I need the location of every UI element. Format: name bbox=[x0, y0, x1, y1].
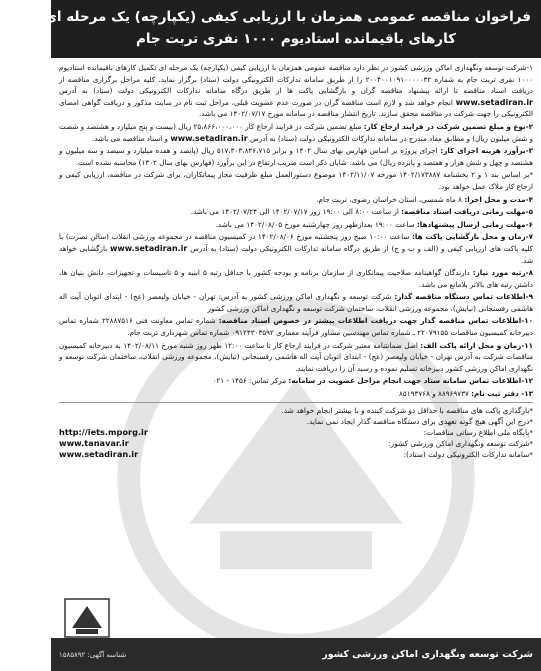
note-link[interactable]: www.tanavar.ir bbox=[59, 438, 129, 449]
paragraph-link[interactable]: www.setadiran.ir bbox=[170, 133, 248, 143]
paragraph bbox=[59, 121, 533, 144]
paragraph-link[interactable]: www.setadiran.ir bbox=[455, 97, 533, 107]
paragraph-text: ساعت ۱۰:۰۰ صبح روز پنجشنبه مورخ ۱۴۰۲/۰۸/۰۶ در کمیسیون مناقصه در مجموعه ورزشی انقلاب (سالن نصرت) با کلیه پاکت های ارزیابی کیفی و (الف و ب و ج) از طریق درگاه سامانه تدارکات الکترونیکی دولت (ستاد) به آدرس bbox=[59, 232, 533, 253]
paragraph bbox=[59, 388, 533, 400]
paragraph bbox=[59, 340, 533, 375]
paragraph-text: شرکت توسعه و نگهداری اماکن ورزشی کشور به آدرس: تهران - خیابان ولیعصر (عج) - ابتدای اتوبان آیت اله هاشمی رفسنجانی (نیایش)، مجموعه ورزشی انقلاب، ساختمان شرکت توسعه و نگهداری اماکن ورزشی کشور bbox=[59, 292, 533, 313]
paragraph bbox=[59, 219, 533, 231]
paragraph-list bbox=[59, 62, 533, 400]
note-item bbox=[59, 405, 533, 416]
company-logo-icon bbox=[57, 596, 117, 640]
notice-header bbox=[0, 0, 541, 58]
paragraph-label: ۸-رتبه مورد نیاز: bbox=[472, 268, 533, 278]
paragraph-label: ۳-برآورد هزینه اجرای کار: bbox=[440, 146, 533, 156]
paragraph-text: ساعت ۱۹:۰۰ بعدازظهر روز چهارشنبه مورخ ۱۴۰۲/۰۸/۰۵ می باشد. bbox=[215, 219, 415, 229]
paragraph bbox=[59, 206, 533, 218]
paragraph-text: اصل ضمانتنامه معتبر شرکت در فرایند ارجاع کار تا ساعت ۱۲:۰۰ ظهر روز شنبه مورخ ۱۴۰۲/۰۸/۱۱ به دبیرخانه کمیسیون مناقصات شرکت به آدرس تهران - خیابان ولیعصر (عج) - ابتدای اتوبان آیت اله هاشمی رفسنجانی (نیایش)، مجموعه ورزشی انقلاب، ساختمان شرکت توسعه و نگهداری اماکن ورزشی کشور دبیرخانه تسلیم نموده و رسید آن را دریافت نمایند. bbox=[59, 340, 533, 373]
footer-ad-code: شناسه آگهی: ۱۵۸۵۸۹۲ bbox=[59, 650, 127, 659]
note-link[interactable]: www.setadiran.ir bbox=[59, 449, 139, 460]
paragraph-label: ۱۰-اطلاعات تماس مناقصه گذار جهت دریافت اطلاعات بیشتر در خصوص اسناد مناقصه: bbox=[218, 316, 533, 326]
paragraph-text: شماره تماس معاونت فنی ۲۲۸۸۷۵۱۶ شماره تماس دبیرخانه کمیسیون مناقصات ۲۲۰۷۹۱۵۵ ـ شماره تماس مهندسین مشاور فرآیند معماری ۰۹۱۲۴۳۰۳۵۹۲ شماره تماس شهرداری تربت جام. bbox=[59, 316, 533, 338]
note-link[interactable]: http://iets.mporg.ir bbox=[59, 427, 148, 438]
paragraph bbox=[59, 267, 533, 290]
paragraph-label: ۴-مدت و محل اجرا: bbox=[464, 194, 533, 204]
note-item bbox=[59, 416, 533, 427]
paragraph-label: ۹-اطلاعات تماس دستگاه مناقصه گذار: bbox=[394, 292, 533, 302]
paragraph-text: از ساعت ۸:۰۰ الی ۱۹:۰۰ روز ۱۴۰۲/۰۷/۱۷ الی ۱۴۰۲/۰۷/۲۴ می باشد. bbox=[190, 207, 399, 217]
paragraph-label: ۲-نوع و مبلغ تضمین شرکت در فرایند ارجاع کار: bbox=[363, 121, 533, 131]
paragraph bbox=[59, 291, 533, 314]
note-item bbox=[59, 438, 533, 449]
note-text: *پایگاه ملی اطلاع رسانی مناقصات: bbox=[423, 428, 533, 438]
paragraph bbox=[59, 315, 533, 338]
note-text: *درج این آگهی هیچ گونه تعهدی برای دستگاه مناقصه گذار ایجاد نمی نماید. bbox=[306, 416, 533, 426]
paragraph-label: ۱۲-اطلاعات تماس سامانه ستاد جهت انجام مراحل عضویت در سامانه: bbox=[288, 376, 533, 386]
notice-body bbox=[51, 58, 541, 638]
paragraph-text: *بر اساس بند ۱ و ۲ بخشنامه ۱۴۰۲/۱۷۳۸۸۷ مورخه ۱۴۰۲/۱۱/۰۷ موضوع دستورالعمل مبلغ ظرفیت مجاز پیمانکاران، برای شرکت در مناقصه، ارزیابی کیفی و ارجاع کار ملاک عمل خواهد بود. bbox=[59, 170, 534, 191]
paragraph-label: ۵-مهلت زمانی دریافت اسناد مناقصه: bbox=[401, 207, 533, 217]
paragraph-text: ۸ ماه شمسی، استان خراسان رضوی، تربت جام. bbox=[316, 194, 463, 204]
divider bbox=[59, 402, 533, 403]
paragraph-text: ۸۸۹۶۹۷۳۷ و ۸۵۱۹۳۷۶۸ bbox=[399, 389, 469, 399]
notice-title-line1: فراخوان مناقصه عمومی همزمان با ارزیابی کیفی (یکپارچه) یک مرحله ای تکمیل bbox=[0, 9, 531, 25]
paragraph bbox=[59, 194, 533, 206]
notes-list bbox=[59, 405, 533, 461]
note-text: *بارگذاری پاکت های مناقصه با حداقل دو شرکت کننده و با بیشتر انجام خواهد شد. bbox=[281, 405, 533, 415]
paragraph-text-after: و اسناد مناقصه می باشد. bbox=[91, 133, 169, 143]
paragraph-label: ۷-زمان و محل بازگشایی پاکت ها: bbox=[412, 232, 533, 242]
notice-title-line2: کارهای باقیمانده استادیوم ۱۰۰۰ نفری تربت جام bbox=[135, 31, 457, 47]
paragraph-text: ۱-شرکت توسعه ونگهداری اماکن ورزشی کشور در نظر دارد مناقصه عمومی همزمان با ارزیابی کیفی (یکپارچه) یک مرحله ای تکمیل کارهای باقیمانده استادیوم ۱۰۰۰ نفری تربت جام به شماره ۲۰۰۴۰۰۱۰۹۱۰۰۰۰۰۳۲ را از طریق سامانه تدارکات الکترونیکی دولت (ستاد) برگزار نماید. کلیه مراحل برگزاری مناقصه از دریافت اسناد مناقصه تا ارائه پیشنهاد مناقصه گران و بازگشایی پاکت ها از طریق درگاه سامانه تدارکات الکترونیکی دولت (ستاد) به آدرس bbox=[59, 63, 533, 96]
paragraph-text-after: بازگشایی خواهد شد. bbox=[59, 243, 533, 265]
paragraph-label: ۱۱-زمان و محل ارائه پاکت الف: bbox=[420, 340, 533, 350]
paragraph-link[interactable]: www.setadiran.ir bbox=[110, 243, 188, 253]
paragraph-label: ۱۳- دفتر ثبت نام: bbox=[471, 389, 533, 399]
paragraph bbox=[59, 375, 533, 387]
paragraph bbox=[59, 231, 533, 266]
paragraph bbox=[59, 169, 533, 192]
notice-footer bbox=[51, 638, 541, 671]
note-item bbox=[59, 449, 533, 460]
note-item bbox=[59, 427, 533, 438]
paragraph-text: مرکز تماس: ۱۴۵۶ - ۰۲۱ bbox=[212, 376, 287, 386]
paragraph bbox=[59, 145, 533, 168]
note-text: *سامانه تدارکات الکترونیکی دولت (ستاد): bbox=[403, 450, 533, 460]
footer-organization: شرکت توسعه ونگهداری اماکن ورزشی کشور bbox=[322, 649, 533, 660]
paragraph-text: دارندگان گواهینامه صلاحیت پیمانکاری از سازمان برنامه و بودجه کشور با حداقل رتبه ۵ ابنیه و ۵ تاسیسات و تجهیزات، دانش بنیان ها، داشتن رتبه های بالاتر بلامانع می باشد. bbox=[59, 268, 533, 289]
note-text: *شرکت توسعه ونگهداری اماکن ورزشی کشور: bbox=[388, 439, 533, 449]
paragraph-text-after: انجام خواهد شد و لازم است مناقصه گران در صورت عدم عضویت قبلی، مراحل ثبت نام در سایت مذکور و دریافت گواهی امضای الکترونیکی را جهت شرکت در مناقصه محقق سازند. تاریخ انتشار مناقصه در سامانه مورخ ۱۴۰۲/۰۷/۱۷ می باشد. bbox=[59, 97, 533, 119]
paragraph bbox=[59, 62, 533, 120]
paragraph-text: مبلغ تضمین شرکت در فرایند ارجاع کار ۲۵،۸۶۶،۰۰۰،۰۰۰ ریال (بیست و پنج میلیارد و هشتصد و شصت و شش میلیون ریال) و مطابق مفاد مندرج در سامانه تدارکات الکترونیکی دولت (ستاد) به آدرس bbox=[59, 121, 533, 143]
paragraph-label: ۶-مهلت زمانی ارسال پیشنهادها: bbox=[416, 219, 533, 229]
paragraph-text: اجرای پروژه بر اساس فهارس بهای سال ۱۴۰۲ و برابر ۵۱۷،۳۰۳،۸۴۶،۷۱۵ ریال (پانصد و هفده میلیارد و سیصد و سه میلیون و هشتصد و چهل و شش هزار و هفتصد و پانزده ریال) می باشد. شایان ذکر است ضریب ارتفاع در این برآورد (فهارس بهای سال ۱۴۰۲) محاسبه نشده است. bbox=[59, 146, 533, 167]
